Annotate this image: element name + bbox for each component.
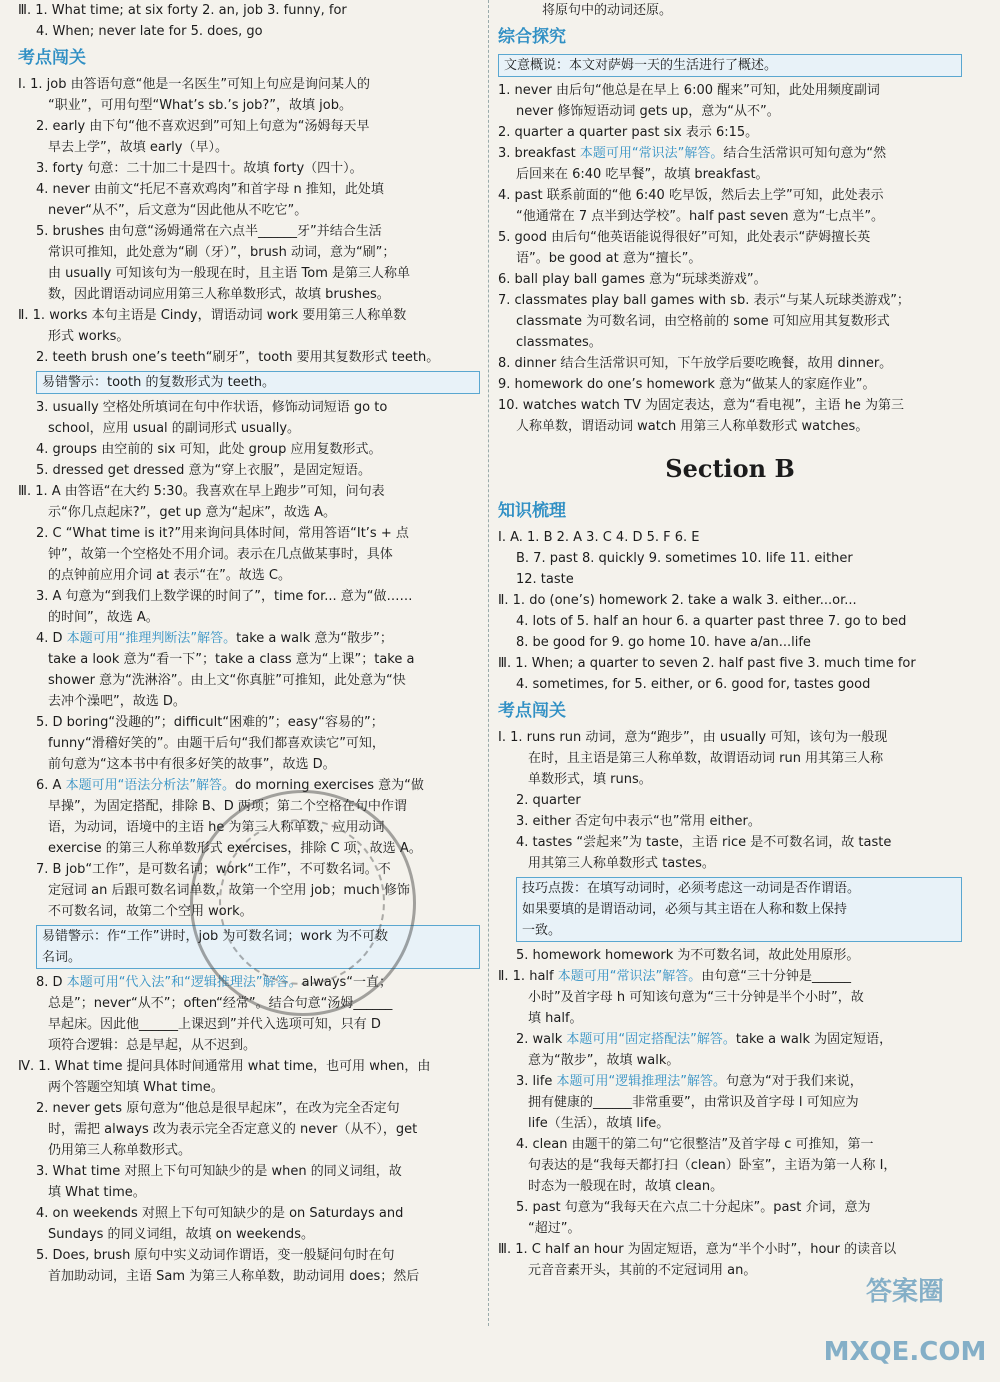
answer-line: 8. D 本题可用“代入法”和“逻辑推理法”解答。always“一直； bbox=[36, 975, 393, 990]
answer-line: 时态为一般现在时，故填 clean。 bbox=[528, 1179, 724, 1194]
answer-line: Sundays 的同义词组，故填 on weekends。 bbox=[48, 1227, 314, 1242]
left-column bbox=[18, 0, 480, 1287]
method-hint: 本题可用“常识法”解答。 bbox=[557, 969, 702, 984]
answer-line: 的时间”，故选 A。 bbox=[48, 610, 159, 625]
answer-line: 3. What time 对照上下句可知缺少的是 when 的同义词组，故 bbox=[36, 1164, 402, 1179]
method-hint: 本题可用“推理判断法”解答。 bbox=[66, 631, 237, 646]
answer-line: 8. be good for 9. go home 10. have a/an...life bbox=[516, 635, 811, 650]
answer-line: take a look 意为“看一下”；take a class 意为“上课”；take a bbox=[48, 652, 415, 667]
answer-line: 句表达的是“我每天都打扫（clean）卧室”，主语为第一人称 I， bbox=[528, 1158, 897, 1173]
answer-line: 常识可推知，此处意为“刷（牙）”，brush 动词，意为“刷”； bbox=[48, 245, 396, 260]
method-hint: 本题可用“常识法”解答。 bbox=[579, 146, 724, 161]
answer-line: 两个答题空知填 What time。 bbox=[48, 1080, 224, 1095]
answer-line: 2. C “What time is it?”用来询问具体时间，常用答语“It’s + 点 bbox=[36, 526, 409, 541]
answer-line: 5. homework homework 为不可数名词，故此处用原形。 bbox=[516, 948, 860, 963]
answer-line: classmate 为可数名词，由空格前的 some 可知应用其复数形式 bbox=[516, 314, 890, 329]
answer-line: 后回来在 6:40 吃早餐”，故填 breakfast。 bbox=[516, 167, 769, 182]
answer-line: 小时”及首字母 h 可知该句意为“三十分钟是半个小时”，故 bbox=[528, 990, 864, 1005]
answer-line: 早去上学”，故填 early（早）。 bbox=[48, 140, 228, 155]
stamp-inner-ring bbox=[219, 819, 385, 985]
tip-box bbox=[36, 371, 480, 394]
answer-line: 技巧点拨：在填写动词时，必须考虑这一动词是否作谓语。 bbox=[522, 881, 861, 896]
answer-line: 4. When; never late for 5. does, go bbox=[36, 24, 263, 39]
answer-line: 去冲个澡吧”，故选 D。 bbox=[48, 694, 186, 709]
answer-line: 名词。 bbox=[42, 950, 82, 965]
section-heading: 考点闯关 bbox=[18, 48, 86, 68]
answer-line: Ⅲ. 1. A 由答语“在大约 5:30。我喜欢在早上跑步”可知，问句表 bbox=[18, 484, 385, 499]
answer-line: 人称单数，谓语动词 watch 用第三人称单数形式 watches。 bbox=[516, 419, 869, 434]
answer-line: 2. early 由下句“他不喜欢迟到”可知上句意为“汤姆每天早 bbox=[36, 119, 370, 134]
answer-line: never“从不”，后文意为“因此他从不吃它”。 bbox=[48, 203, 308, 218]
answer-line: 前句意为“这本书中有很多好笑的故事”，故选 D。 bbox=[48, 757, 336, 772]
answer-line: 3. forty 句意：二十加二十是四十。故填 forty（四十）。 bbox=[36, 161, 363, 176]
section-heading: 知识梳理 bbox=[498, 501, 566, 521]
answer-line: Ⅰ. 1. job 由答语句意“他是一名医生”可知上句应是询问某人的 bbox=[18, 77, 371, 92]
answer-line: 4. never 由前文“托尼不喜欢鸡肉”和首字母 n 推知，此处填 bbox=[36, 182, 384, 197]
answer-line: 4. tastes “尝起来”为 taste，主语 rice 是不可数名词，故 taste bbox=[516, 835, 892, 850]
answer-line: 填 What time。 bbox=[48, 1185, 146, 1200]
answer-line: “超过”。 bbox=[528, 1221, 581, 1236]
answer-line: 2. quarter bbox=[516, 793, 581, 808]
answer-line: 5. D boring“没趣的”；difficult“困难的”；easy“容易的”； bbox=[36, 715, 384, 730]
answer-line: Ⅳ. 1. What time 提问具体时间通常用 what time，也可用 when，由 bbox=[18, 1059, 431, 1074]
answer-line: Ⅰ. 1. runs run 动词，意为“跑步”，由 usually 可知，该句为一般现 bbox=[498, 730, 888, 745]
answer-line: 首加助动词，主语 Sam 为第三人称单数，助动词用 does；然后 bbox=[48, 1269, 420, 1284]
answer-line: 早操”，为固定搭配，排除 B、D 两项；第二个空格在句中作谓 bbox=[48, 799, 407, 814]
answer-line: 7. B job“工作”，是可数名词；work“工作”，不可数名词。不 bbox=[36, 862, 391, 877]
section-heading: 综合探究 bbox=[498, 27, 566, 47]
section-heading: 考点闯关 bbox=[498, 701, 566, 721]
answer-line: 项符合逻辑：总是早起，从不迟到。 bbox=[48, 1038, 257, 1053]
answer-line: 用其第三人称单数形式 tastes。 bbox=[528, 856, 715, 871]
answer-line: exercise 的第三人称单数形式 exercises，排除 C 项，故选 A。 bbox=[48, 841, 422, 856]
answer-line: life（生活），故填 life。 bbox=[528, 1116, 670, 1131]
answer-line: 元音音素开头，其前的不定冠词用 an。 bbox=[528, 1263, 757, 1278]
answer-line: 4. lots of 5. half an hour 6. a quarter past three 7. go to bed bbox=[516, 614, 907, 629]
answer-line: 4. on weekends 对照上下句可知缺少的是 on Saturdays and bbox=[36, 1206, 404, 1221]
method-hint: 本题可用“语法分析法”解答。 bbox=[65, 778, 236, 793]
answer-line: 12. taste bbox=[516, 572, 574, 587]
answer-line: Ⅲ. 1. C half an hour 为固定短语，意为“半个小时”，hour 的读音以 bbox=[498, 1242, 897, 1257]
answer-line: never 修饰短语动词 gets up，意为“从不”。 bbox=[516, 104, 780, 119]
answer-line: shower 意为“洗淋浴”。由上文“你真脏”可推知，此处意为“快 bbox=[48, 673, 406, 688]
answer-line: 4. past 联系前面的“他 6:40 吃早饭，然后去上学”可知，此处表示 bbox=[498, 188, 884, 203]
answer-line: 总是”；never“从不”；often“经常”。结合句意“汤姆______ bbox=[48, 996, 393, 1011]
answer-line: 6. A 本题可用“语法分析法”解答。do morning exercises 意为“做 bbox=[36, 778, 424, 793]
answer-line: 2. quarter a quarter past six 表示 6:15。 bbox=[498, 125, 759, 140]
answer-line: 如果要填的是谓语动词，必须与其主语在人称和数上保持 bbox=[522, 902, 848, 917]
answer-line: 5. dressed get dressed 意为“穿上衣服”，是固定短语。 bbox=[36, 463, 371, 478]
answer-line: 意为“散步”，故填 walk。 bbox=[528, 1053, 680, 1068]
column-divider bbox=[488, 0, 489, 1326]
answer-line: 10. watches watch TV 为固定表达，意为“看电视”，主语 he 为第三 bbox=[498, 398, 904, 413]
answer-line: 早起床。因此他______上课迟到”并代入选项可知，只有 D bbox=[48, 1017, 381, 1032]
section-title: Section B bbox=[665, 454, 795, 483]
answer-line: Ⅲ. 1. When; a quarter to seven 2. half past five 3. much time for bbox=[498, 656, 916, 671]
answer-line: 易错警示：tooth 的复数形式为 teeth。 bbox=[42, 375, 276, 390]
answer-line: 5. good 由后句“他英语能说得很好”可知，此处表示“萨姆擅长英 bbox=[498, 230, 871, 245]
answer-line: 形式 works。 bbox=[48, 329, 130, 344]
answer-line: 2. walk 本题可用“固定搭配法”解答。take a walk 为固定短语， bbox=[516, 1032, 893, 1047]
answer-line: 数，因此谓语动词应用第三人称单数形式，故填 brushes。 bbox=[48, 287, 390, 302]
answer-line: 5. past 句意为“我每天在六点二十分起床”。past 介词，意为 bbox=[516, 1200, 871, 1215]
answer-line: 3. breakfast 本题可用“常识法”解答。结合生活常识可知句意为“然 bbox=[498, 146, 887, 161]
answer-line: 7. classmates play ball games with sb. 表示“与某人玩球类游戏”； bbox=[498, 293, 910, 308]
tip-box bbox=[516, 877, 962, 942]
answer-line: 钟”，故第一个空格处不用介词。表示在几点做某事时，具体 bbox=[48, 547, 393, 562]
answer-line: 5. brushes 由句意“汤姆通常在六点半______牙”并结合生活 bbox=[36, 224, 382, 239]
answer-line: funny“滑稽好笑的”。由题干后句“我们都喜欢读它”可知， bbox=[48, 736, 385, 751]
answer-line: 2. never gets 原句意为“他总是很早起床”，在改为完全否定句 bbox=[36, 1101, 400, 1116]
answer-line: “他通常在 7 点半到达学校”。half past seven 意为“七点半”。 bbox=[516, 209, 885, 224]
answer-line: 仍用第三人称单数形式。 bbox=[48, 1143, 192, 1158]
answer-line: 2. teeth brush one’s teeth“刷牙”，tooth 要用其复数形式 teeth。 bbox=[36, 350, 440, 365]
answer-line: Ⅱ. 1. works 本句主语是 Cindy，谓语动词 work 要用第三人称单数 bbox=[18, 308, 407, 323]
answer-line: 文意概说：本文对萨姆一天的生活进行了概述。 bbox=[504, 58, 778, 73]
answer-line: 4. sometimes, for 5. either, or 6. good for, tastes good bbox=[516, 677, 871, 692]
answer-line: 定冠词 an 后跟可数名词单数，故第一个空用 job；much 修饰 bbox=[48, 883, 410, 898]
method-hint: 本题可用“固定搭配法”解答。 bbox=[566, 1032, 736, 1047]
answer-line: B. 7. past 8. quickly 9. sometimes 10. life 11. either bbox=[516, 551, 853, 566]
answer-line: 4. D 本题可用“推理判断法”解答。take a walk 意为“散步”； bbox=[36, 631, 393, 646]
stamp-watermark bbox=[190, 790, 416, 1016]
answer-line: 8. dinner 结合生活常识可知，下午放学后要吃晚餐，故用 dinner。 bbox=[498, 356, 893, 371]
answer-line: classmates。 bbox=[516, 335, 602, 350]
answer-line: Ⅱ. 1. do (one’s) homework 2. take a walk 3. either...or... bbox=[498, 593, 857, 608]
answer-line: 9. homework do one’s homework 意为“做某人的家庭作业”。 bbox=[498, 377, 876, 392]
answer-line: “职业”，可用句型“What’s sb.’s job?”，故填 job。 bbox=[48, 98, 352, 113]
answer-line: 3. life 本题可用“逻辑推理法”解答。句意为“对于我们来说， bbox=[516, 1074, 863, 1089]
answer-line: 1. never 由后句“他总是在早上 6:00 醒来”可知，此处用频度副词 bbox=[498, 83, 880, 98]
answer-line: 一致。 bbox=[522, 923, 562, 938]
answer-line: 的点钟前应用介词 at 表示“在”。故选 C。 bbox=[48, 568, 292, 583]
answer-line: Ⅰ. A. 1. B 2. A 3. C 4. D 5. F 6. E bbox=[498, 530, 700, 545]
answer-line: 填 half。 bbox=[528, 1011, 583, 1026]
answer-line: 3. usually 空格处所填词在句中作状语，修饰动词短语 go to bbox=[36, 400, 388, 415]
answer-line: 6. ball play ball games 意为“玩球类游戏”。 bbox=[498, 272, 767, 287]
answer-line: 3. A 句意为“到我们上数学课的时间了”，time for... 意为“做…… bbox=[36, 589, 413, 604]
right-column bbox=[498, 0, 962, 1281]
answer-line: school，应用 usual 的副词形式 usually。 bbox=[48, 421, 301, 436]
answer-line: 单数形式，填 runs。 bbox=[528, 772, 652, 787]
answer-line: 3. either 否定句中表示“也”常用 either。 bbox=[516, 814, 761, 829]
answer-line: 易错警示：作“工作”讲时，job 为可数名词；work 为不可数 bbox=[42, 929, 389, 944]
answer-line: 语”。be good at 意为“擅长”。 bbox=[516, 251, 702, 266]
answer-line: Ⅲ. 1. What time; at six forty 2. an, job 3. funny, for bbox=[18, 3, 347, 18]
site-logo: 答案圈 MXQE.COM bbox=[823, 1277, 987, 1367]
answer-line: 将原句中的动词还原。 bbox=[542, 3, 673, 18]
method-hint: 本题可用“逻辑推理法”解答。 bbox=[556, 1074, 726, 1089]
answer-line: 由 usually 可知该句为一般现在时，且主语 Tom 是第三人称单 bbox=[48, 266, 411, 281]
answer-line: 不可数名词，故第二个空用 work。 bbox=[48, 904, 253, 919]
answer-line: 在时，且主语是第三人称单数，故谓语动词 run 用其第三人称 bbox=[528, 751, 884, 766]
answer-line: Ⅱ. 1. half 本题可用“常识法”解答。由句意“三十分钟是______ bbox=[498, 969, 851, 984]
answer-line: 时，需把 always 改为表示完全否定意义的 never（从不），get bbox=[48, 1122, 418, 1137]
answer-line: 4. clean 由题干的第二句“它很整洁”及首字母 c 可推知，第一 bbox=[516, 1137, 874, 1152]
answer-line: 4. groups 由空前的 six 可知，此处 group 应用复数形式。 bbox=[36, 442, 382, 457]
answer-line: 拥有健康的______非常重要”，由常识及首字母 l 可知应为 bbox=[528, 1095, 859, 1110]
answer-line: 示“你几点起床?”，get up 意为“起床”，故选 A。 bbox=[48, 505, 336, 520]
method-hint: 本题可用“代入法”和“逻辑推理法”解答。 bbox=[66, 975, 302, 990]
tip-box bbox=[498, 54, 962, 77]
answer-line: 5. Does, brush 原句中实义动词作谓语，变一般疑问句时在句 bbox=[36, 1248, 395, 1263]
answer-line: 语，为动词，语境中的主语 he 为第三人称单数，应用动词 bbox=[48, 820, 385, 835]
